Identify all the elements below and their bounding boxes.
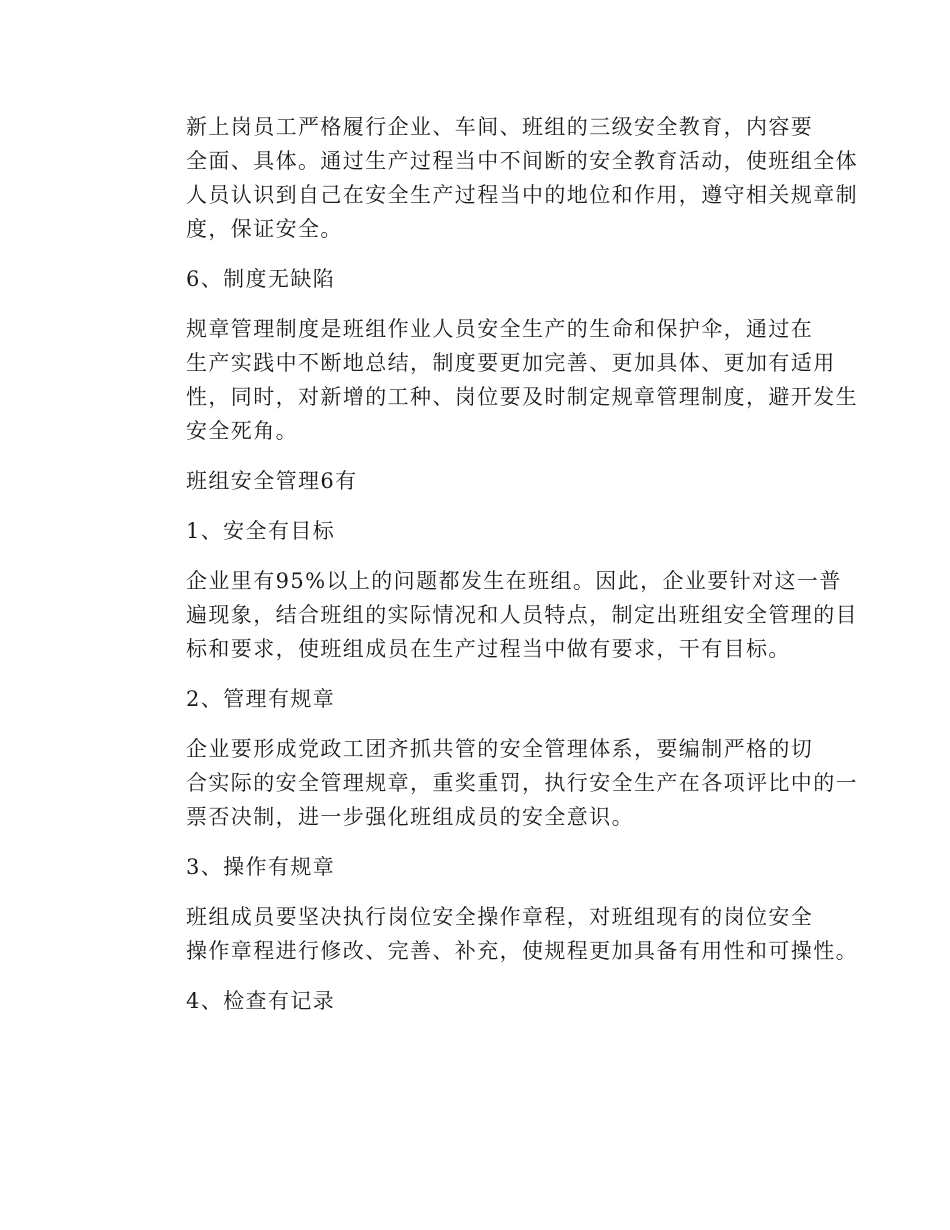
text-line: 规章管理制度是班组作业人员安全生产的生命和保护伞，通过在 — [186, 317, 814, 341]
text-line: 性，同时，对新增的工种、岗位要及时制定规章管理制度，避开发生 — [186, 385, 858, 409]
section-heading: 6、制度无缺陷 — [186, 267, 336, 291]
paragraph — [142, 564, 858, 666]
section-heading: 班组安全管理6有 — [186, 469, 358, 493]
text-line: 企业里有95%以上的问题都发生在班组。因此，企业要针对这一普 — [186, 569, 842, 593]
text-line: 全面、具体。通过生产过程当中不间断的安全教育活动，使班组全体 — [186, 149, 858, 173]
document-body — [142, 110, 858, 1034]
section-heading: 3、操作有规章 — [186, 855, 336, 879]
section-heading: 2、管理有规章 — [186, 687, 336, 711]
text-line: 人员认识到自己在安全生产过程当中的地位和作用，遵守相关规章制 — [186, 183, 858, 207]
paragraph — [142, 900, 858, 968]
text-line: 班组成员要坚决执行岗位安全操作章程，对班组现有的岗位安全 — [186, 905, 814, 929]
text-line: 度，保证安全。 — [186, 217, 343, 241]
text-line: 合实际的安全管理规章，重奖重罚，执行安全生产在各项评比中的一 — [186, 771, 858, 795]
text-line: 标和要求，使班组成员在生产过程当中做有要求，干有目标。 — [186, 637, 791, 661]
paragraph — [142, 312, 858, 448]
text-line: 票否决制，进一步强化班组成员的安全意识。 — [186, 805, 634, 829]
paragraph — [142, 732, 858, 834]
text-line: 操作章程进行修改、完善、补充，使规程更加具备有用性和可操性。 — [186, 939, 858, 963]
text-line: 企业要形成党政工团齐抓共管的安全管理体系，要编制严格的切 — [186, 737, 814, 761]
paragraph — [142, 110, 858, 246]
section-heading: 4、检查有记录 — [186, 989, 336, 1013]
text-line: 生产实践中不断地总结，制度要更加完善、更加具体、更加有适用 — [186, 351, 836, 375]
section-heading: 1、安全有目标 — [186, 519, 336, 543]
text-line: 遍现象，结合班组的实际情况和人员特点，制定出班组安全管理的目 — [186, 603, 858, 627]
text-line: 新上岗员工严格履行企业、车间、班组的三级安全教育，内容要 — [186, 115, 814, 139]
text-line: 安全死角。 — [186, 419, 298, 443]
